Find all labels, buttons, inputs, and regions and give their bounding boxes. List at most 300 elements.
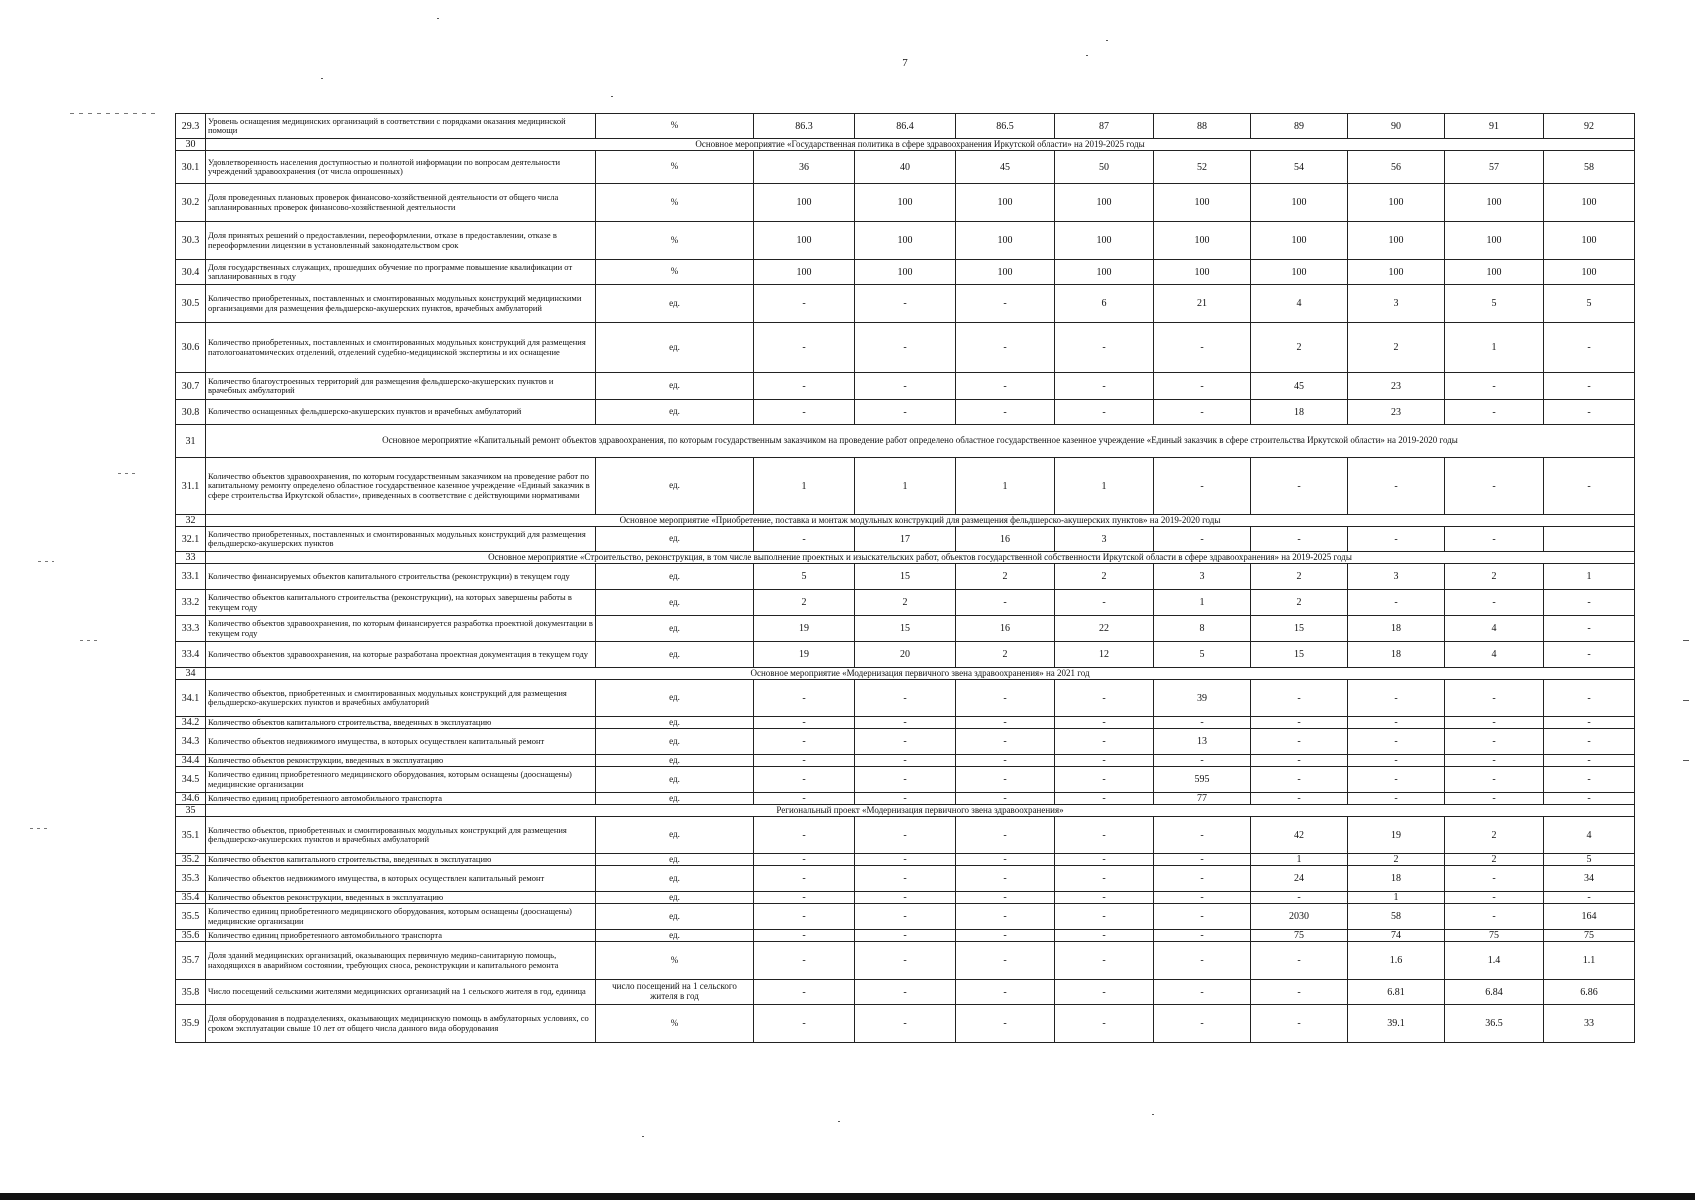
value-cell: 18 bbox=[1251, 400, 1348, 425]
value-cell: 91 bbox=[1445, 114, 1544, 139]
section-title: Основное мероприятие «Приобретение, поставка и монтаж модульных конструкций для размещения фельдшерско-акушерских пунктов» на 2019-2020 годы bbox=[206, 515, 1635, 527]
value-cell: 2 bbox=[1251, 590, 1348, 616]
table-row bbox=[176, 793, 1635, 805]
value-cell: - bbox=[1348, 458, 1445, 515]
value-cell: 74 bbox=[1348, 930, 1445, 942]
value-cell: - bbox=[855, 904, 956, 930]
row-number: 35.8 bbox=[176, 980, 206, 1005]
value-cell: 12 bbox=[1055, 642, 1154, 668]
value-cell: 1 bbox=[1544, 564, 1635, 590]
value-cell: - bbox=[956, 755, 1055, 767]
value-cell: 100 bbox=[754, 222, 855, 260]
value-cell: - bbox=[1251, 793, 1348, 805]
row-number: 29.3 bbox=[176, 114, 206, 139]
section-title: Основное мероприятие «Капитальный ремонт объектов здравоохранения, по которым государственным заказчиком на проведение работ определено областное государственное казенное учреждение «Единый заказчик в сфере строительства Иркутской области» на 2019-2020 годы bbox=[206, 425, 1635, 458]
value-cell: - bbox=[754, 717, 855, 729]
value-cell: - bbox=[956, 930, 1055, 942]
unit-cell: ед. bbox=[596, 616, 754, 642]
value-cell: - bbox=[1154, 717, 1251, 729]
value-cell: 1 bbox=[1348, 892, 1445, 904]
indicator-name: Уровень оснащения медицинских организаций в соответствии с порядками оказания медицинской помощи bbox=[206, 114, 596, 139]
table-row bbox=[176, 767, 1635, 793]
value-cell: 6.84 bbox=[1445, 980, 1544, 1005]
value-cell: - bbox=[956, 373, 1055, 400]
indicator-name: Количество объектов недвижимого имущества, в которых осуществлен капитальный ремонт bbox=[206, 729, 596, 755]
value-cell: - bbox=[956, 729, 1055, 755]
value-cell: - bbox=[1154, 1005, 1251, 1043]
value-cell: - bbox=[754, 767, 855, 793]
value-cell: 86.5 bbox=[956, 114, 1055, 139]
row-number: 30.6 bbox=[176, 323, 206, 373]
value-cell: - bbox=[855, 854, 956, 866]
value-cell: 100 bbox=[1055, 222, 1154, 260]
indicator-name: Количество единиц приобретенного медицинского оборудования, которым оснащены (дооснащены) медицинские организации bbox=[206, 904, 596, 930]
value-cell: - bbox=[956, 590, 1055, 616]
value-cell: - bbox=[1544, 323, 1635, 373]
row-number: 31 bbox=[176, 425, 206, 458]
row-number: 30.2 bbox=[176, 184, 206, 222]
row-number: 31.1 bbox=[176, 458, 206, 515]
value-cell: - bbox=[1445, 527, 1544, 552]
value-cell: - bbox=[1544, 767, 1635, 793]
value-cell: 2030 bbox=[1251, 904, 1348, 930]
indicator-name: Количество оснащенных фельдшерско-акушерских пунктов и врачебных амбулаторий bbox=[206, 400, 596, 425]
value-cell: - bbox=[754, 892, 855, 904]
value-cell: 33 bbox=[1544, 1005, 1635, 1043]
row-number: 35.4 bbox=[176, 892, 206, 904]
value-cell: 6.86 bbox=[1544, 980, 1635, 1005]
value-cell: 3 bbox=[1348, 564, 1445, 590]
value-cell: - bbox=[1251, 729, 1348, 755]
unit-cell: % bbox=[596, 1005, 754, 1043]
value-cell: - bbox=[1348, 680, 1445, 717]
value-cell: 100 bbox=[855, 260, 956, 285]
value-cell: 24 bbox=[1251, 866, 1348, 892]
value-cell: - bbox=[1544, 755, 1635, 767]
value-cell: - bbox=[754, 527, 855, 552]
value-cell: 100 bbox=[1348, 260, 1445, 285]
unit-cell: ед. bbox=[596, 854, 754, 866]
value-cell: 4 bbox=[1251, 285, 1348, 323]
value-cell: 89 bbox=[1251, 114, 1348, 139]
unit-cell: ед. bbox=[596, 323, 754, 373]
value-cell: 2 bbox=[754, 590, 855, 616]
value-cell: - bbox=[754, 323, 855, 373]
value-cell: - bbox=[855, 942, 956, 980]
indicator-name: Количество объектов реконструкции, введенных в эксплуатацию bbox=[206, 892, 596, 904]
row-number: 32 bbox=[176, 515, 206, 527]
value-cell: 164 bbox=[1544, 904, 1635, 930]
value-cell: 100 bbox=[1348, 222, 1445, 260]
value-cell: 19 bbox=[754, 642, 855, 668]
value-cell: - bbox=[956, 904, 1055, 930]
value-cell: 86.3 bbox=[754, 114, 855, 139]
value-cell: 4 bbox=[1445, 642, 1544, 668]
value-cell: 100 bbox=[1154, 184, 1251, 222]
value-cell: 6.81 bbox=[1348, 980, 1445, 1005]
value-cell: 77 bbox=[1154, 793, 1251, 805]
value-cell: - bbox=[754, 755, 855, 767]
value-cell: 88 bbox=[1154, 114, 1251, 139]
indicator-name: Количество объектов капитального строительства (реконструкции), на которых завершены работы в текущем году bbox=[206, 590, 596, 616]
row-number: 30.4 bbox=[176, 260, 206, 285]
value-cell: 86.4 bbox=[855, 114, 956, 139]
section-row bbox=[176, 425, 1635, 458]
indicator-name: Доля государственных служащих, прошедших обучение по программе повышение квалификации от запланированных в году bbox=[206, 260, 596, 285]
row-number: 34.4 bbox=[176, 755, 206, 767]
value-cell: - bbox=[1055, 866, 1154, 892]
value-cell: 4 bbox=[1445, 616, 1544, 642]
row-number: 34.6 bbox=[176, 793, 206, 805]
value-cell: 2 bbox=[1348, 854, 1445, 866]
value-cell: - bbox=[1544, 400, 1635, 425]
value-cell: - bbox=[1445, 590, 1544, 616]
indicator-name: Количество объектов реконструкции, введенных в эксплуатацию bbox=[206, 755, 596, 767]
row-number: 30.5 bbox=[176, 285, 206, 323]
value-cell: - bbox=[1154, 373, 1251, 400]
value-cell: 15 bbox=[1251, 616, 1348, 642]
value-cell: - bbox=[1544, 458, 1635, 515]
indicator-name: Количество объектов здравоохранения, по которым государственным заказчиком на проведение работ по капитальному ремонту определено областное государственное казенное учреждение «Единый заказчик в сфере строительства Иркутской области», приведенных в соответствие с действующими нормативами bbox=[206, 458, 596, 515]
indicator-name: Количество единиц приобретенного медицинского оборудования, которым оснащены (дооснащены) медицинские организации bbox=[206, 767, 596, 793]
value-cell: - bbox=[855, 767, 956, 793]
unit-cell: ед. bbox=[596, 590, 754, 616]
value-cell: 36.5 bbox=[1445, 1005, 1544, 1043]
value-cell: 100 bbox=[1445, 260, 1544, 285]
value-cell: - bbox=[1544, 680, 1635, 717]
value-cell: 1 bbox=[1154, 590, 1251, 616]
table-row bbox=[176, 458, 1635, 515]
value-cell: - bbox=[956, 980, 1055, 1005]
value-cell: 100 bbox=[1544, 260, 1635, 285]
row-number: 34.3 bbox=[176, 729, 206, 755]
row-number: 33.1 bbox=[176, 564, 206, 590]
value-cell: - bbox=[855, 729, 956, 755]
value-cell: - bbox=[855, 892, 956, 904]
row-number: 33.3 bbox=[176, 616, 206, 642]
table-row bbox=[176, 854, 1635, 866]
unit-cell: % bbox=[596, 222, 754, 260]
section-row bbox=[176, 805, 1635, 817]
value-cell: 100 bbox=[956, 222, 1055, 260]
value-cell: 92 bbox=[1544, 114, 1635, 139]
value-cell: - bbox=[1445, 717, 1544, 729]
value-cell: 5 bbox=[1154, 642, 1251, 668]
indicator-name: Доля зданий медицинских организаций, оказывающих первичную медико-санитарную помощь, находящихся в аварийном состоянии, требующих сноса, реконструкции и капитального ремонта bbox=[206, 942, 596, 980]
table-row bbox=[176, 285, 1635, 323]
unit-cell: ед. bbox=[596, 729, 754, 755]
value-cell: 39.1 bbox=[1348, 1005, 1445, 1043]
value-cell: - bbox=[1251, 680, 1348, 717]
row-number: 35.6 bbox=[176, 930, 206, 942]
value-cell: 56 bbox=[1348, 151, 1445, 184]
value-cell: - bbox=[754, 904, 855, 930]
value-cell: - bbox=[1251, 755, 1348, 767]
unit-cell: ед. bbox=[596, 793, 754, 805]
table-row bbox=[176, 904, 1635, 930]
row-number: 30.1 bbox=[176, 151, 206, 184]
value-cell: 54 bbox=[1251, 151, 1348, 184]
value-cell: 52 bbox=[1154, 151, 1251, 184]
row-number: 30 bbox=[176, 139, 206, 151]
unit-cell: ед. bbox=[596, 564, 754, 590]
value-cell: 20 bbox=[855, 642, 956, 668]
value-cell: - bbox=[1055, 755, 1154, 767]
row-number: 30.8 bbox=[176, 400, 206, 425]
value-cell: - bbox=[1348, 793, 1445, 805]
value-cell: - bbox=[1445, 729, 1544, 755]
table-row bbox=[176, 222, 1635, 260]
value-cell: 100 bbox=[956, 184, 1055, 222]
value-cell: - bbox=[1154, 866, 1251, 892]
value-cell: - bbox=[1251, 942, 1348, 980]
value-cell: - bbox=[1445, 755, 1544, 767]
value-cell: 75 bbox=[1544, 930, 1635, 942]
value-cell: - bbox=[754, 817, 855, 854]
row-number: 34 bbox=[176, 668, 206, 680]
value-cell: 45 bbox=[1251, 373, 1348, 400]
value-cell: 2 bbox=[1251, 564, 1348, 590]
value-cell: - bbox=[754, 793, 855, 805]
value-cell: 19 bbox=[754, 616, 855, 642]
value-cell: - bbox=[1055, 854, 1154, 866]
value-cell: 100 bbox=[1348, 184, 1445, 222]
unit-cell: ед. bbox=[596, 717, 754, 729]
indicators-table-body bbox=[176, 114, 1635, 1043]
row-number: 35.9 bbox=[176, 1005, 206, 1043]
value-cell: 5 bbox=[754, 564, 855, 590]
value-cell: - bbox=[956, 866, 1055, 892]
indicator-name: Количество единиц приобретенного автомобильного транспорта bbox=[206, 930, 596, 942]
indicator-name: Количество единиц приобретенного автомобильного транспорта bbox=[206, 793, 596, 805]
value-cell: - bbox=[754, 373, 855, 400]
section-row bbox=[176, 139, 1635, 151]
table-row bbox=[176, 323, 1635, 373]
value-cell: - bbox=[1544, 892, 1635, 904]
value-cell: 100 bbox=[855, 184, 956, 222]
row-number: 34.2 bbox=[176, 717, 206, 729]
value-cell: - bbox=[1251, 717, 1348, 729]
row-number: 35.1 bbox=[176, 817, 206, 854]
value-cell: - bbox=[855, 285, 956, 323]
row-number: 33.2 bbox=[176, 590, 206, 616]
value-cell: 90 bbox=[1348, 114, 1445, 139]
value-cell: - bbox=[1154, 930, 1251, 942]
value-cell: 18 bbox=[1348, 616, 1445, 642]
value-cell: 2 bbox=[1251, 323, 1348, 373]
section-title: Региональный проект «Модернизация первичного звена здравоохранения» bbox=[206, 805, 1635, 817]
value-cell: 3 bbox=[1154, 564, 1251, 590]
value-cell: - bbox=[855, 717, 956, 729]
value-cell: - bbox=[1055, 323, 1154, 373]
unit-cell: ед. bbox=[596, 892, 754, 904]
value-cell: - bbox=[1055, 930, 1154, 942]
value-cell: - bbox=[754, 680, 855, 717]
value-cell: 4 bbox=[1544, 817, 1635, 854]
value-cell: 100 bbox=[1251, 260, 1348, 285]
section-title: Основное мероприятие «Модернизация первичного звена здравоохранения» на 2021 год bbox=[206, 668, 1635, 680]
value-cell: 100 bbox=[855, 222, 956, 260]
value-cell: - bbox=[754, 1005, 855, 1043]
unit-cell: ед. bbox=[596, 755, 754, 767]
row-number: 35 bbox=[176, 805, 206, 817]
indicators-table-container bbox=[175, 113, 1634, 1043]
section-row bbox=[176, 552, 1635, 564]
table-row bbox=[176, 616, 1635, 642]
value-cell: - bbox=[1055, 680, 1154, 717]
table-row bbox=[176, 590, 1635, 616]
value-cell: 100 bbox=[1055, 184, 1154, 222]
value-cell: 34 bbox=[1544, 866, 1635, 892]
table-row bbox=[176, 114, 1635, 139]
value-cell: 23 bbox=[1348, 373, 1445, 400]
value-cell: - bbox=[956, 793, 1055, 805]
value-cell: 15 bbox=[855, 616, 956, 642]
table-row bbox=[176, 866, 1635, 892]
row-number: 33.4 bbox=[176, 642, 206, 668]
unit-cell: % bbox=[596, 184, 754, 222]
unit-cell: ед. bbox=[596, 458, 754, 515]
value-cell: 75 bbox=[1251, 930, 1348, 942]
value-cell: 39 bbox=[1154, 680, 1251, 717]
unit-cell: ед. bbox=[596, 767, 754, 793]
value-cell: - bbox=[1055, 373, 1154, 400]
value-cell: - bbox=[1055, 1005, 1154, 1043]
value-cell: - bbox=[754, 400, 855, 425]
value-cell: 23 bbox=[1348, 400, 1445, 425]
value-cell: 45 bbox=[956, 151, 1055, 184]
row-number: 33 bbox=[176, 552, 206, 564]
row-number: 32.1 bbox=[176, 527, 206, 552]
value-cell bbox=[1544, 527, 1635, 552]
indicator-name: Доля оборудования в подразделениях, оказывающих медицинскую помощь в амбулаторных условиях, со сроком эксплуатации свыше 10 лет от общего числа данного вида оборудования bbox=[206, 1005, 596, 1043]
unit-cell: % bbox=[596, 260, 754, 285]
table-row bbox=[176, 817, 1635, 854]
value-cell: - bbox=[1348, 590, 1445, 616]
unit-cell: ед. bbox=[596, 904, 754, 930]
value-cell: 15 bbox=[1251, 642, 1348, 668]
value-cell: 1 bbox=[956, 458, 1055, 515]
value-cell: 100 bbox=[754, 260, 855, 285]
value-cell: - bbox=[956, 680, 1055, 717]
value-cell: - bbox=[1348, 729, 1445, 755]
value-cell: 22 bbox=[1055, 616, 1154, 642]
value-cell: 42 bbox=[1251, 817, 1348, 854]
indicator-name: Количество приобретенных, поставленных и смонтированных модульных конструкций медицинскими организациями для размещения фельдшерско-акушерских пунктов, врачебных амбулаторий bbox=[206, 285, 596, 323]
indicators-table bbox=[175, 113, 1635, 1043]
value-cell: 40 bbox=[855, 151, 956, 184]
value-cell: - bbox=[956, 767, 1055, 793]
unit-cell: ед. bbox=[596, 527, 754, 552]
table-row bbox=[176, 680, 1635, 717]
table-row bbox=[176, 930, 1635, 942]
value-cell: 2 bbox=[1055, 564, 1154, 590]
value-cell: 16 bbox=[956, 527, 1055, 552]
value-cell: 595 bbox=[1154, 767, 1251, 793]
value-cell: 2 bbox=[1445, 817, 1544, 854]
value-cell: 100 bbox=[1251, 184, 1348, 222]
unit-cell: % bbox=[596, 151, 754, 184]
value-cell: 6 bbox=[1055, 285, 1154, 323]
value-cell: - bbox=[1348, 767, 1445, 793]
value-cell: 1.1 bbox=[1544, 942, 1635, 980]
value-cell: 1 bbox=[1445, 323, 1544, 373]
value-cell: - bbox=[1154, 527, 1251, 552]
table-row bbox=[176, 260, 1635, 285]
value-cell: - bbox=[956, 400, 1055, 425]
value-cell: - bbox=[956, 1005, 1055, 1043]
value-cell: - bbox=[1348, 755, 1445, 767]
value-cell: - bbox=[754, 942, 855, 980]
value-cell: - bbox=[855, 400, 956, 425]
value-cell: - bbox=[1154, 817, 1251, 854]
value-cell: - bbox=[956, 285, 1055, 323]
value-cell: - bbox=[1251, 458, 1348, 515]
value-cell: 100 bbox=[1445, 184, 1544, 222]
table-row bbox=[176, 151, 1635, 184]
table-row bbox=[176, 564, 1635, 590]
value-cell: 57 bbox=[1445, 151, 1544, 184]
indicator-name: Количество приобретенных, поставленных и смонтированных модульных конструкций для размещения фельдшерско-акушерских пунктов bbox=[206, 527, 596, 552]
value-cell: - bbox=[855, 1005, 956, 1043]
row-number: 35.7 bbox=[176, 942, 206, 980]
unit-cell: % bbox=[596, 942, 754, 980]
value-cell: - bbox=[1055, 729, 1154, 755]
table-row bbox=[176, 642, 1635, 668]
value-cell: 13 bbox=[1154, 729, 1251, 755]
value-cell: - bbox=[1154, 755, 1251, 767]
value-cell: 2 bbox=[855, 590, 956, 616]
value-cell: 100 bbox=[1445, 222, 1544, 260]
value-cell: 1 bbox=[1055, 458, 1154, 515]
value-cell: - bbox=[1445, 400, 1544, 425]
value-cell: - bbox=[956, 817, 1055, 854]
value-cell: - bbox=[1154, 854, 1251, 866]
indicator-name: Количество объектов, приобретенных и смонтированных модульных конструкций для размещения фельдшерско-акушерских пунктов и врачебных амбулаторий bbox=[206, 817, 596, 854]
indicator-name: Количество финансируемых объектов капитального строительства (реконструкции) в текущем году bbox=[206, 564, 596, 590]
row-number: 35.3 bbox=[176, 866, 206, 892]
value-cell: 87 bbox=[1055, 114, 1154, 139]
row-number: 34.1 bbox=[176, 680, 206, 717]
value-cell: - bbox=[1055, 980, 1154, 1005]
value-cell: - bbox=[956, 892, 1055, 904]
section-row bbox=[176, 515, 1635, 527]
value-cell: 100 bbox=[1055, 260, 1154, 285]
value-cell: - bbox=[1154, 323, 1251, 373]
indicator-name: Удовлетворенность населения доступностью и полнотой информации по вопросам деятельности учреждений здравоохранения (от числа опрошенных) bbox=[206, 151, 596, 184]
value-cell: 100 bbox=[1154, 260, 1251, 285]
indicator-name: Доля проведенных плановых проверок финансово-хозяйственной деятельности от общего числа запланированных проверок финансово-хозяйственной деятельности bbox=[206, 184, 596, 222]
value-cell: - bbox=[1544, 642, 1635, 668]
value-cell: - bbox=[1544, 793, 1635, 805]
value-cell: 18 bbox=[1348, 866, 1445, 892]
value-cell: - bbox=[754, 930, 855, 942]
scan-bottom-edge bbox=[0, 1193, 1695, 1200]
table-row bbox=[176, 942, 1635, 980]
value-cell: - bbox=[855, 866, 956, 892]
value-cell: - bbox=[1154, 980, 1251, 1005]
value-cell: - bbox=[1544, 616, 1635, 642]
value-cell: 21 bbox=[1154, 285, 1251, 323]
value-cell: - bbox=[1544, 373, 1635, 400]
value-cell: - bbox=[754, 866, 855, 892]
value-cell: - bbox=[1251, 892, 1348, 904]
row-number: 35.2 bbox=[176, 854, 206, 866]
value-cell: - bbox=[1055, 717, 1154, 729]
value-cell: - bbox=[956, 323, 1055, 373]
table-row bbox=[176, 892, 1635, 904]
table-row bbox=[176, 755, 1635, 767]
